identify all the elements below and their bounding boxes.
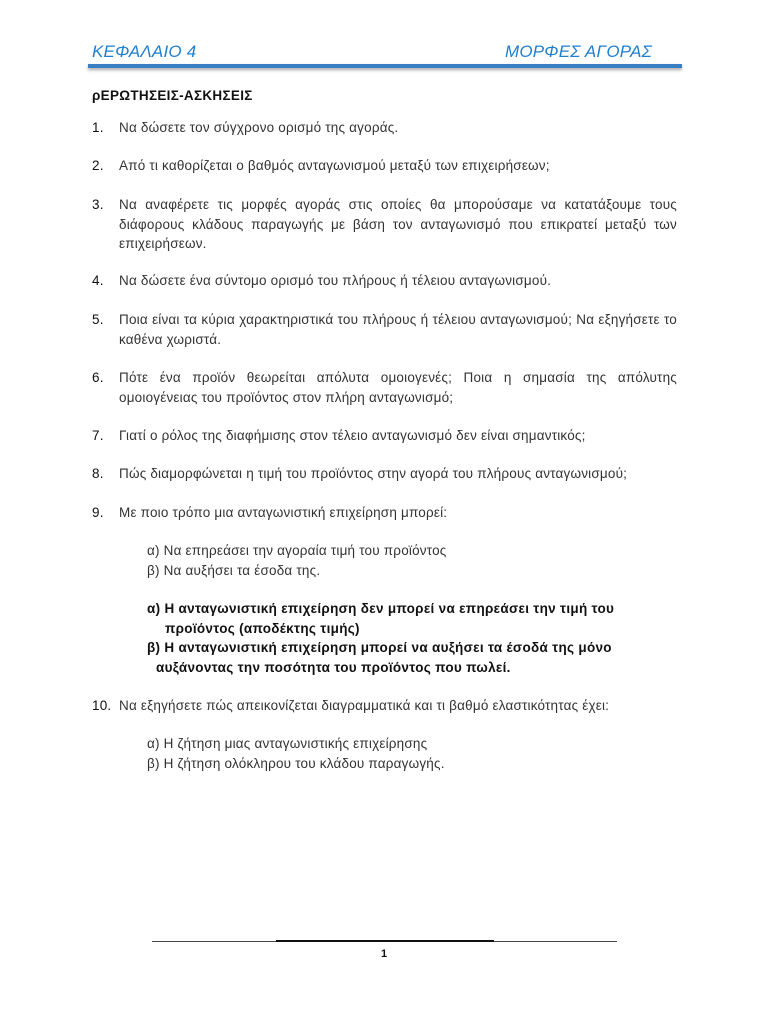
question-number: 9. xyxy=(92,505,104,520)
question-text: Να εξηγήσετε πώς απεικονίζεται διαγραμματικά και τι βαθμό ελαστικότητας έχει: xyxy=(119,698,610,713)
q9-item-b: β) Να αυξήσει τα έσοδα της. xyxy=(147,563,321,578)
question-4 xyxy=(92,271,677,291)
question-text: Να δώσετε τον σύγχρονο ορισμό της αγοράς. xyxy=(119,120,399,135)
answer-line: αυξάνοντας την ποσότητα του προϊόντος που πωλεί. xyxy=(156,659,511,675)
chapter-title: ΚΕΦΑΛΑΙΟ 4 xyxy=(92,42,197,61)
question-2 xyxy=(92,156,677,176)
q9-answer-a xyxy=(147,599,667,638)
question-number: 5. xyxy=(92,312,104,327)
question-number: 4. xyxy=(92,273,104,288)
footer-divider-accent xyxy=(276,940,494,942)
question-number: 1. xyxy=(92,120,104,135)
question-number: 6. xyxy=(92,370,104,385)
answer-line: α) Η ανταγωνιστική επιχείρηση δεν μπορεί να επηρεάσει την τιμή του xyxy=(147,601,615,616)
q10-item-b: β) Η ζήτηση ολόκληρου του κλάδου παραγωγής. xyxy=(147,756,445,771)
question-text: Γιατί ο ρόλος της διαφήμισης στον τέλειο ανταγωνισμό δεν είναι σημαντικός; xyxy=(119,428,586,443)
question-number: 3. xyxy=(92,197,104,212)
header-divider xyxy=(88,64,682,68)
question-text: Με ποιο τρόπο μια ανταγωνιστική επιχείρηση μπορεί: xyxy=(119,505,448,520)
section-title: ρΕΡΩΤΗΣΕΙΣ-ΑΣΚΗΣΕΙΣ xyxy=(92,88,253,103)
question-text: Ποια είναι τα κύρια χαρακτηριστικά του πλήρους ή τέλειου ανταγωνισμού; Να εξηγήσετε το καθένα χωριστά. xyxy=(119,312,677,347)
question-8 xyxy=(92,464,677,484)
question-3 xyxy=(92,195,677,254)
question-text: Να δώσετε ένα σύντομο ορισμό του πλήρους ή τέλειου ανταγωνισμού. xyxy=(119,273,552,288)
question-7 xyxy=(92,426,677,446)
question-1 xyxy=(92,118,677,138)
chapter-topic: ΜΟΡΦΕΣ ΑΓΟΡΑΣ xyxy=(504,42,652,61)
q10-item-a: α) Η ζήτηση μιας ανταγωνιστικής επιχείρησης xyxy=(147,736,428,751)
question-5 xyxy=(92,310,677,349)
answer-line: β) Η ανταγωνιστική επιχείρηση μπορεί να αυξήσει τα έσοδά της μόνο xyxy=(147,640,612,655)
q9-answer-b xyxy=(147,638,667,677)
question-text: Από τι καθορίζεται ο βαθμός ανταγωνισμού μεταξύ των επιχειρήσεων; xyxy=(119,158,550,173)
question-number: 10. xyxy=(92,698,112,713)
question-number: 7. xyxy=(92,428,104,443)
q9-item-a: α) Να επηρεάσει την αγοραία τιμή του προϊόντος xyxy=(147,543,447,558)
question-text: Πότε ένα προϊόν θεωρείται απόλυτα ομοιογενές; Ποια η σημασία της απόλυτης ομοιογένειας του προϊόντος στον πλήρη ανταγωνισμό; xyxy=(119,370,677,405)
question-number: 2. xyxy=(92,158,104,173)
page-number: 1 xyxy=(380,948,388,960)
question-text: Πώς διαμορφώνεται η τιμή του προϊόντος στην αγορά του πλήρους ανταγωνισμού; xyxy=(119,466,628,481)
question-9 xyxy=(92,503,677,523)
question-number: 8. xyxy=(92,466,104,481)
question-6 xyxy=(92,368,677,407)
question-10 xyxy=(92,696,677,716)
question-text: Να αναφέρετε τις μορφές αγοράς στις οποίες θα μπορούσαμε να κατατάξουμε τους διάφορους κλάδους παραγωγής με βάση τον ανταγωνισμό που επικρατεί μεταξύ των επιχειρήσεων. xyxy=(119,197,677,251)
answer-line: προϊόντος (αποδέκτης τιμής) xyxy=(165,620,360,636)
